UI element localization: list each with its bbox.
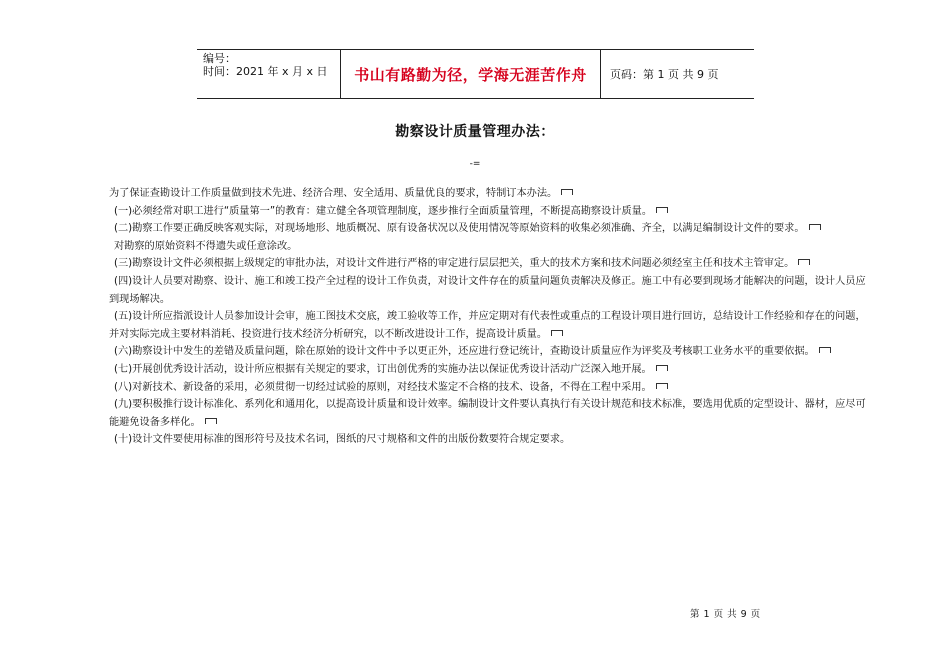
page-header	[197, 49, 754, 99]
paragraph-text: (七)开展创优秀设计活动，设计所应根据有关规定的要求，订出创优秀的实施办法以保证优秀设计活动广泛深入地开展。	[114, 363, 652, 375]
paragraph-mark-icon	[819, 347, 831, 353]
paragraph	[109, 220, 869, 238]
code-label: 编号：	[203, 52, 236, 65]
paragraph-text: 对勘察的原始资料不得遗失或任意涂改。	[114, 240, 298, 252]
paragraph-text: (四)设计人员要对勘察、设计、施工和竣工投产全过程的设计工作负责，对设计文件存在的质量问题负责解决及修正。施工中有必要到现场才能解决的问题，设计人员应到现场解决。	[109, 275, 866, 305]
page-footer: 第 1 页 共 9 页	[690, 609, 761, 620]
paragraph-text: (十)设计文件要使用标准的图形符号及技术名词，图纸的尺寸规格和文件的出版份数要符合规定要求。	[114, 434, 571, 446]
paragraph-text: (五)设计所应指派设计人员参加设计会审，施工图技术交底，竣工验收等工作，并应定期对有代表性或重点的工程设计项目进行回访，总结设计工作经验和存在的问题，并对实际完成主要材料消耗、投资进行技术经济分析研究，以不断改进设计工作，提高设计质量。	[109, 311, 866, 340]
header-page-cell	[601, 50, 754, 98]
paragraph-text: (二)勘察工作要正确反映客观实际，对现场地形、地质概况、原有设备状况以及使用情况等原始资料的收集必须准确、齐全，以满足编制设计文件的要求。	[114, 223, 805, 235]
paragraph	[109, 308, 869, 343]
header-page-label: 页码：第 1 页 共 9 页	[610, 68, 719, 81]
paragraph-mark-icon	[561, 189, 573, 195]
document-subtitle: -=	[469, 159, 481, 169]
paragraph-text: (一)必须经常对职工进行“质量第一”的教育：建立健全各项管理制度，逐步推行全面质量管理，不断提高勘察设计质量。	[114, 205, 653, 217]
paragraph-text: (八)对新技术、新设备的采用，必须贯彻一切经过试验的原则，对经技术鉴定不合格的技术、设备，不得在工程中采用。	[114, 381, 652, 393]
paragraph-mark-icon	[656, 383, 668, 389]
paragraph-mark-icon	[798, 259, 810, 265]
paragraph	[109, 396, 869, 431]
header-motto-cell	[340, 50, 601, 98]
paragraph-text: (九)要积极推行设计标准化、系列化和通用化，以提高设计质量和设计效率。编制设计文件要认真执行有关设计规范和技术标准，要选用优质的定型设计、器材，应尽可能避免设备多样化。	[109, 399, 866, 428]
paragraph-mark-icon	[205, 418, 217, 424]
document-title: 勘察设计质量管理办法：	[395, 124, 555, 140]
motto: 书山有路勤为径，学海无涯苦作舟	[354, 65, 587, 84]
paragraph	[109, 238, 869, 256]
paragraph	[109, 379, 869, 397]
paragraph-mark-icon	[656, 207, 668, 213]
paragraph	[109, 185, 869, 203]
paragraph	[109, 431, 869, 449]
paragraph-mark-icon	[551, 330, 563, 336]
paragraph-mark-icon	[809, 224, 821, 230]
paragraph	[109, 255, 869, 273]
paragraph	[109, 273, 869, 308]
paragraph	[109, 203, 869, 221]
paragraph-text: 为了保证查勘设计工作质量做到技术先进、经济合理、安全适用、质量优良的要求，特制订本办法。	[109, 188, 558, 199]
header-meta	[197, 50, 340, 98]
paragraph	[109, 343, 869, 361]
date-label: 时间：2021 年 x 月 x 日	[203, 65, 328, 78]
paragraph	[109, 361, 869, 379]
document-body	[109, 185, 869, 449]
paragraph-text: (三)勘察设计文件必须根据上级规定的审批办法，对设计文件进行严格的审定进行层层把关，重大的技术方案和技术问题必须经室主任和技术主管审定。	[114, 258, 795, 270]
paragraph-mark-icon	[656, 365, 668, 371]
paragraph-text: (六)勘察设计中发生的差错及质量问题，除在原始的设计文件中予以更正外，还应进行登记统计，查勘设计质量应作为评奖及考核职工业务水平的重要依据。	[114, 346, 815, 358]
